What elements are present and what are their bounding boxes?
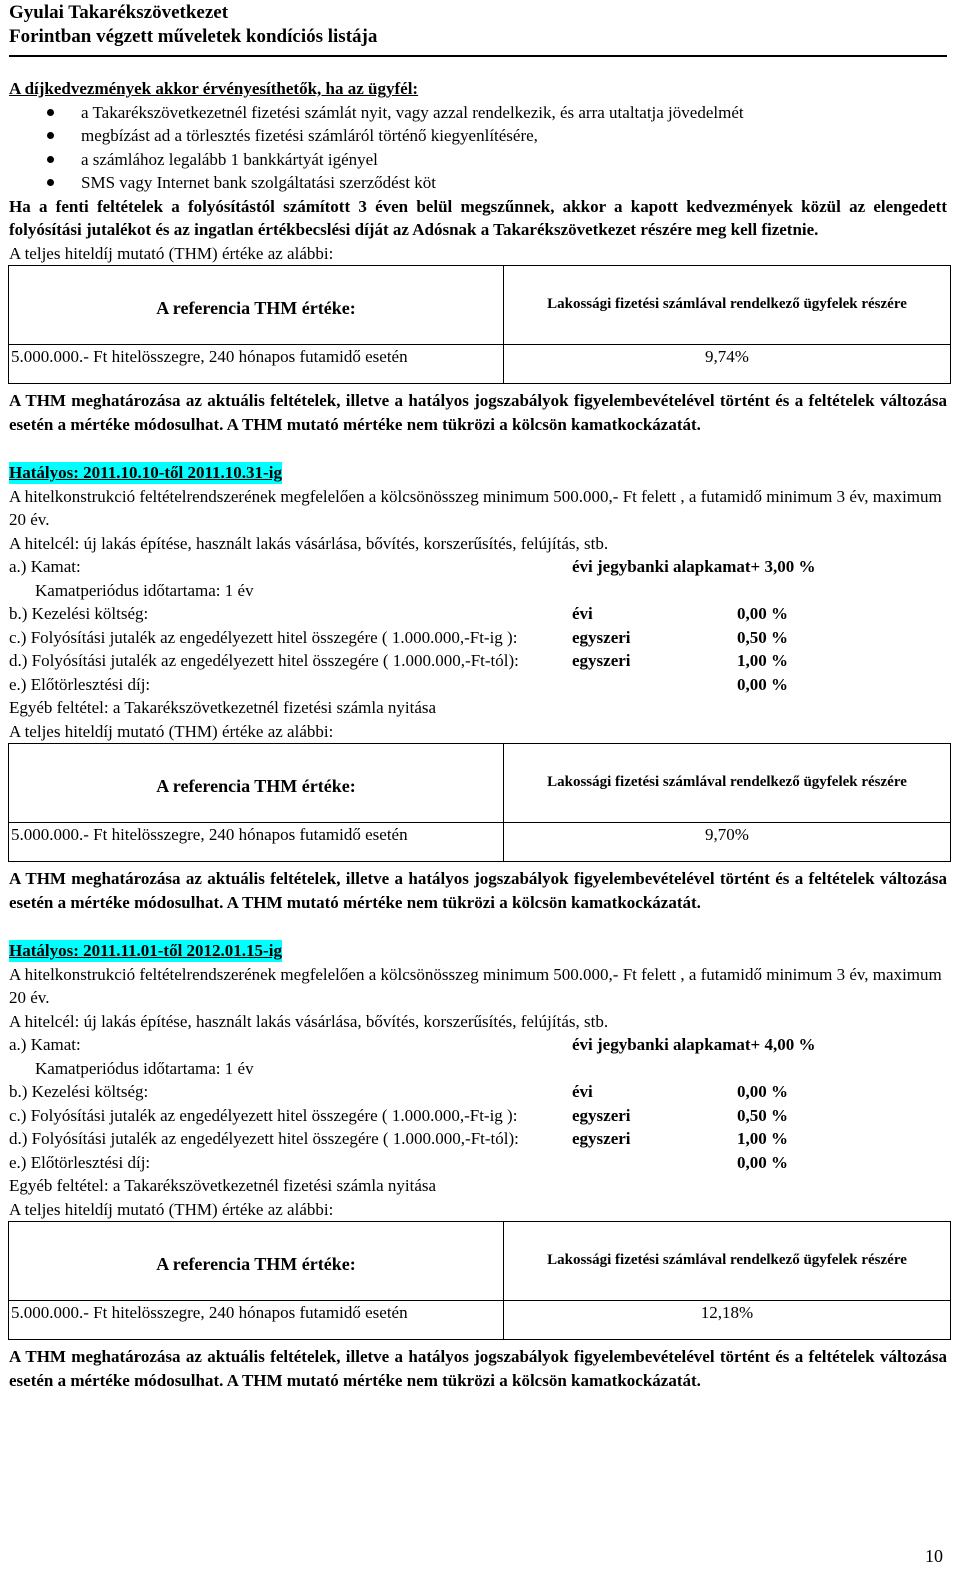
thm-row-label: 5.000.000.- Ft hitelösszegre, 240 hónapos futamidő esetén — [9, 823, 504, 862]
fee-row — [9, 649, 947, 673]
fee-frequency: egyszeri — [572, 627, 631, 647]
thm-value: 9,74% — [504, 345, 951, 384]
fee-label: d.) Folyósítási jutalék az engedélyezett hitel összegére ( 1.000.000,-Ft-tól): — [9, 1129, 519, 1148]
fee-frequency: évi — [572, 604, 593, 623]
loan-purpose-text: A hitelcél: új lakás építése, használt lakás vásárlása, bővítés, korszerűsítés, felújítás, stb. — [9, 533, 609, 553]
validity-label: Hatályos: 2011.11.01-től 2012.01.15-ig — [9, 941, 282, 960]
thm-ref-header: A referencia THM értéke: — [9, 1222, 504, 1301]
thm-note: A THM meghatározása az aktuális feltételek, illetve a hatályos jogszabályok figyelembevételével történt és a feltételek változása esetén a mértéke módosulhat. A THM mutató mértéke nem tükrözi a kölcsön kamatkockázatát. — [9, 1347, 947, 1390]
fee-row — [9, 626, 947, 650]
discount-conditions-list — [9, 101, 947, 195]
thm-note: A THM meghatározása az aktuális feltételek, illetve a hatályos jogszabályok figyelembevételével történt és a feltételek változása esetén a mértéke módosulhat. A THM mutató mértéke nem tükrözi a kölcsön kamatkockázatát. — [9, 869, 947, 912]
fee-value: 0,00 % — [737, 1082, 788, 1101]
list-item: a számlához legalább 1 bankkártyát igényel — [9, 148, 947, 172]
thm-value: 12,18% — [504, 1301, 951, 1340]
fee-value: 0,00 % — [737, 674, 788, 694]
thm-table — [8, 743, 951, 862]
fee-value: 1,00 % — [737, 651, 788, 670]
fee-row — [9, 673, 947, 697]
interest-value: évi jegybanki alapkamat+ 4,00 % — [572, 1035, 816, 1054]
thm-intro: A teljes hiteldíj mutató (THM) értéke az alábbi: — [9, 243, 334, 263]
list-item: megbízást ad a törlesztés fizetési számláról történő kiegyenlítésére, — [9, 124, 947, 148]
loan-purpose-text: A hitelcél: új lakás építése, használt lakás vásárlása, bővítés, korszerűsítés, felújítás, stb. — [9, 1011, 609, 1031]
list-item: SMS vagy Internet bank szolgáltatási szerződést köt — [9, 171, 947, 195]
other-condition: Egyéb feltétel: a Takarékszövetkezetnél fizetési számla nyitása — [9, 698, 437, 717]
fee-row — [9, 1104, 947, 1128]
fee-row — [9, 1151, 947, 1175]
fee-label: c.) Folyósítási jutalék az engedélyezett hitel összegére ( 1.000.000,-Ft-ig ): — [9, 627, 518, 647]
fee-frequency: évi — [572, 1082, 593, 1101]
interest-row — [9, 1033, 947, 1057]
other-condition: Egyéb feltétel: a Takarékszövetkezetnél fizetési számla nyitása — [9, 1176, 437, 1195]
fee-value: 1,00 % — [737, 1129, 788, 1148]
thm-row-label: 5.000.000.- Ft hitelösszegre, 240 hónapos futamidő esetén — [9, 345, 504, 384]
list-item: a Takarékszövetkezetnél fizetési számlát nyit, vagy azzal rendelkezik, és arra utaltatja jövedelmét — [9, 101, 947, 125]
condition-text: Ha a fenti feltételek a folyósítástól számított 3 éven belül megszűnnek, akkor a kapott kedvezmények közül az elengedett folyósítási jutalékot és az ingatlan értékbecslési díját az Adósnak a Takarékszövetkezet részére meg kell fizetnie. — [9, 196, 947, 239]
thm-value: 9,70% — [504, 823, 951, 862]
fee-value: 0,00 % — [737, 1152, 788, 1172]
fee-frequency: egyszeri — [572, 651, 631, 670]
doc-title: Forintban végzett műveletek kondíciós listája — [9, 26, 378, 47]
thm-intro: A teljes hiteldíj mutató (THM) értéke az alábbi: — [9, 1199, 334, 1219]
fee-label: b.) Kezelési költség: — [9, 604, 149, 623]
section-1 — [9, 461, 947, 914]
fee-row — [9, 1127, 947, 1151]
thm-col-header: Lakossági fizetési számlával rendelkező ügyfelek részére — [504, 266, 951, 345]
section-2 — [9, 939, 947, 1392]
thm-col-header: Lakossági fizetési számlával rendelkező ügyfelek részére — [504, 744, 951, 823]
document-page — [9, 0, 947, 1392]
fee-value: 0,50 % — [737, 627, 788, 647]
loan-construction-text: A hitelkonstrukció feltételrendszerének megfelelően a kölcsönösszeg minimum 500.000,- Ft felett , a futamidő minimum 3 év, maximum 20 év. — [9, 486, 942, 529]
fee-row — [9, 1080, 947, 1104]
thm-ref-header: A referencia THM értéke: — [9, 744, 504, 823]
discount-title: A díjkedvezmények akkor érvényesíthetők, ha az ügyfél: — [9, 79, 419, 98]
thm-note: A THM meghatározása az aktuális feltételek, illetve a hatályos jogszabályok figyelembevételével történt és a feltételek változása esetén a mértéke módosulhat. A THM mutató mértéke nem tükrözi a kölcsön kamatkockázatát. — [9, 391, 947, 434]
fee-frequency: egyszeri — [572, 1105, 631, 1125]
loan-construction-text: A hitelkonstrukció feltételrendszerének megfelelően a kölcsönösszeg minimum 500.000,- Ft felett , a futamidő minimum 3 év, maximum 20 év. — [9, 964, 942, 1007]
thm-table — [8, 265, 951, 384]
thm-col-header: Lakossági fizetési számlával rendelkező ügyfelek részére — [504, 1222, 951, 1301]
interest-period: Kamatperiódus időtartama: 1 év — [35, 1058, 254, 1078]
interest-period: Kamatperiódus időtartama: 1 év — [35, 580, 254, 600]
thm-table — [8, 1221, 951, 1340]
header-rule — [9, 55, 947, 57]
fee-row — [9, 602, 947, 626]
fee-value: 0,00 % — [737, 604, 788, 623]
fee-label: e.) Előtörlesztési díj: — [9, 1152, 151, 1172]
thm-ref-header: A referencia THM értéke: — [9, 266, 504, 345]
fee-label: e.) Előtörlesztési díj: — [9, 674, 151, 694]
validity-label: Hatályos: 2011.10.10-től 2011.10.31-ig — [9, 463, 282, 482]
fee-label: c.) Folyósítási jutalék az engedélyezett hitel összegére ( 1.000.000,-Ft-ig ): — [9, 1105, 518, 1125]
thm-intro: A teljes hiteldíj mutató (THM) értéke az alábbi: — [9, 721, 334, 741]
fee-value: 0,50 % — [737, 1105, 788, 1125]
interest-label: a.) Kamat: — [9, 1035, 81, 1054]
interest-label: a.) Kamat: — [9, 557, 81, 576]
fee-label: d.) Folyósítási jutalék az engedélyezett hitel összegére ( 1.000.000,-Ft-tól): — [9, 651, 519, 670]
fee-label: b.) Kezelési költség: — [9, 1082, 149, 1101]
thm-row-label: 5.000.000.- Ft hitelösszegre, 240 hónapos futamidő esetén — [9, 1301, 504, 1340]
fee-frequency: egyszeri — [572, 1129, 631, 1148]
org-name: Gyulai Takarékszövetkezet — [9, 2, 229, 23]
page-number: 10 — [925, 1546, 943, 1566]
interest-row — [9, 555, 947, 579]
interest-value: évi jegybanki alapkamat+ 3,00 % — [572, 557, 816, 576]
